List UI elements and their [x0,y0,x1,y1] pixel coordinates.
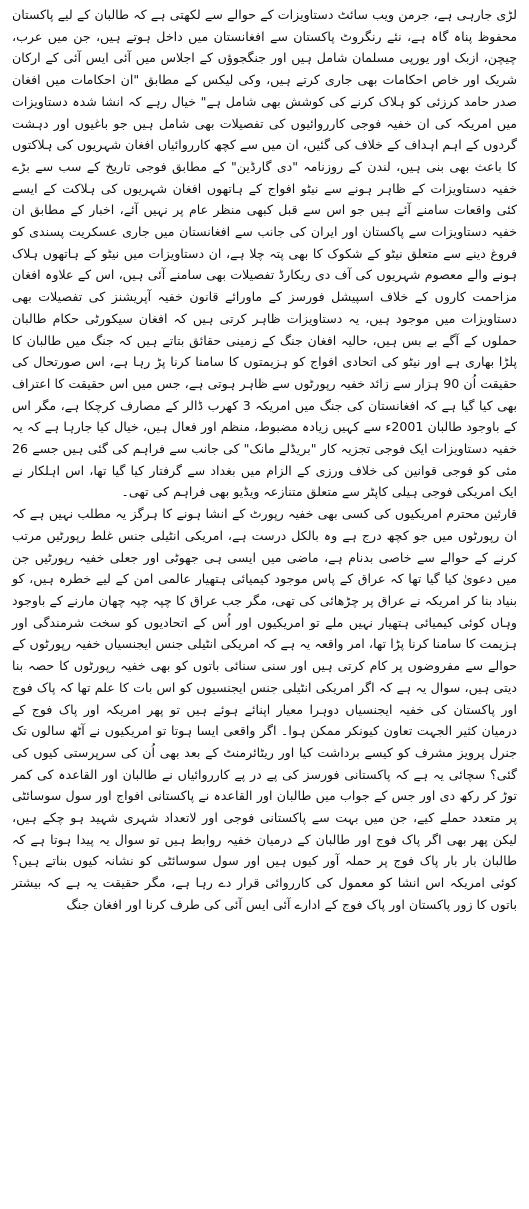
article-paragraph-2: قارئین محترم امریکیوں کی کسی بھی خفیہ رپورٹ کے انشا ہونے کا ہرگز یہ مطلب نہیں ہے کہ ان رپورٹوں میں جو کچھ درج ہے وہ بالکل درست ہے، امریکی انٹیلی جنس غلط رپورٹیں مرتب کرنے کے حوالے سے خاصی بدنام ہے، ماضی میں ایسی ہی جھوٹی اور جعلی خفیہ رپورٹیں جن میں دعویٰ کیا گیا تھا کہ عراق کے پاس موجود کیمیائی ہتھیار عالمی امن کے لیے خطرہ ہیں، کو بنیاد بنا کر امریکہ نے عراق پر چڑھائی کی تھی، مگر جب عراق کا چپہ چپہ چھان مارنے کے باوجود وہاں کوئی کیمیائی ہتھیار نہیں ملے تو امریکیوں اور اُس کے اتحادیوں کو سخت شرمندگی اور ہزیمت کا سامنا کرنا پڑا تھا، امر واقعہ یہ ہے کہ امریکی انٹیلی جنس ایجنسیاں خفیہ رپورٹوں کے حوالے سے مفروضوں پر کام کرتی ہیں اور سنی سنائی باتوں کو بھی خفیہ رپورٹوں کا حصہ بنا دیتی ہیں، سوال یہ ہے کہ اگر امریکی انٹیلی جنس ایجنسیوں کو اس بات کا علم تھا کہ پاک فوج اور پاکستان کی خفیہ ایجنسیاں دوہرا معیار اپنائے ہوئے ہیں تو پھر امریکہ اور پاک فوج کے درمیان کثیر الجہت تعاون کیونکر ممکن ہوا۔ اگر واقعی ایسا ہوتا تو امریکیوں نے آٹھ سالوں تک جنرل پرویز مشرف کو کیسے برداشت کیا اور ریٹائرمنٹ کے بعد بھی اُن کی سرپرستی کیوں کی گئی؟ سچائی یہ ہے کہ پاکستانی فورسز کی پے در پے کارروائیاں نے طالبان اور القاعدہ کی کمر توڑ کر رکھ دی اور جس کے جواب میں طالبان اور القاعدہ نے پاکستانی افواج اور سول سوسائٹی پر متعدد حملے کیے، جن میں بہت سے پاکستانی فوجی اور لاتعداد شہری شہید ہو چکے ہیں، لیکن پھر بھی اگر پاک فوج اور طالبان کے درمیان خفیہ روابط ہیں تو سوال یہ پیدا ہوتا ہے کہ طالبان بار بار پاک فوج پر حملہ آور کیوں ہیں اور سول سوسائٹی کو نشانہ کیوں بناتے ہیں؟ کوئی امریکہ اس انشا کو معمول کی کارروائی قرار دے رہا ہے، مگر حقیقت یہ ہے کہ بیشتر باتوں کا زور پاکستان اور پاک فوج کے ادارے آئی ایس آئی کی طرف کرنا اور افغان جنگ [12,506,517,912]
article-body [6,0,523,1209]
article-paragraph-1: لڑی جارہی ہے، جرمن ویب سائٹ دستاویزات کے حوالے سے لکھتی ہے کہ طالبان کے لیے پاکستان محفوظ پناہ گاہ ہے، نئے رنگروٹ پاکستان سے افغانستان میں داخل ہوتے ہیں، جن میں عرب، چیچن، ازبک اور یورپی مسلمان شامل ہیں اور جنگجوؤں کے اجلاس میں آئی ایس آئی کے ارکان شریک اور خاص احکامات بھی جاری کرتے ہیں، وکی لیکس کے مطابق "ان احکامات میں افغان صدر حامد کرزئی کو ہلاک کرنے کی کوشش بھی شامل ہے" خیال رہے کہ انشا شدہ دستاویزات میں امریکہ کی ان خفیہ فوجی کارروائیوں کی تفصیلات بھی شامل ہیں جو باغیوں اور دہشت گردوں کے اہم اہداف کے خلاف کی گئیں، ان میں سے کچھ کارروائیاں افغان شہریوں کی ہلاکتوں کا باعث بھی بنی ہیں، لندن کے روزنامہ "دی گارڈین" کے مطابق فوجی تاریخ کے سب سے بڑے خفیہ دستاویزات کے ظاہر ہونے سے نیٹو افواج کے ہاتھوں افغان شہریوں کی ہلاکت کے ایسے کئی واقعات سامنے آئے ہیں جو اس سے قبل کبھی منظر عام پر نہیں آئے، اخبار کے مطابق ان خفیہ دستاویزات سے پاکستان اور ایران کی جانب سے افغانستان میں جاری عسکریت پسندی کو فروغ دینے سے متعلق نیٹو کے شکوک کا بھی پتہ چلا ہے، ان دستاویزات میں نیٹو کے ہاتھوں ہلاک ہونے والے معصوم شہریوں کی آف دی ریکارڈ تفصیلات بھی سامنے آئی ہیں، اس کے علاوہ افغان مزاحمت کاروں کے خلاف اسپیشل فورسز کے ماورائے قانون خفیہ آپریشنز کی تفصیلات بھی دستاویزات میں موجود ہیں، یہ دستاویزات ظاہر کرتی ہیں کہ افغان سیکورٹی حکام طالبان حملوں کے آگے بے بس ہیں، حالیہ افغان جنگ کے زمینی حقائق بتاتے ہیں کہ جنگ میں طالبان کا پلڑا بھاری ہے اور نیٹو کی اتحادی افواج کو ہزیمتوں کا سامنا کرنا پڑ رہا ہے، اس صورتحال کی حقیقت اُن 90 ہزار سے زائد خفیہ رپورٹوں سے ظاہر ہوتی ہے، جس میں اس حقیقت کا اعتراف بھی کیا گیا ہے کہ افغانستان کی جنگ میں امریکہ 3 کھرب ڈالر کے مصارف کرچکا ہے، مگر اس کے باوجود طالبان 2001ء سے کہیں زیادہ مضبوط، منظم اور فعال ہیں، خیال کیا جارہا ہے کہ یہ خفیہ دستاویزات ایک فوجی تجزیہ کار "بریڈلے مانک" کی جانب سے فراہم کی گئی ہیں جسے 26 مئی کو فوجی قوانین کی خلاف ورزی کے الزام میں بغداد سے گرفتار کیا گیا تھا، اس اہلکار نے ایک امریکی فوجی ہیلی کاپٹر سے متعلق متنازعہ ویڈیو بھی فراہم کی تھی۔ [12,7,518,500]
